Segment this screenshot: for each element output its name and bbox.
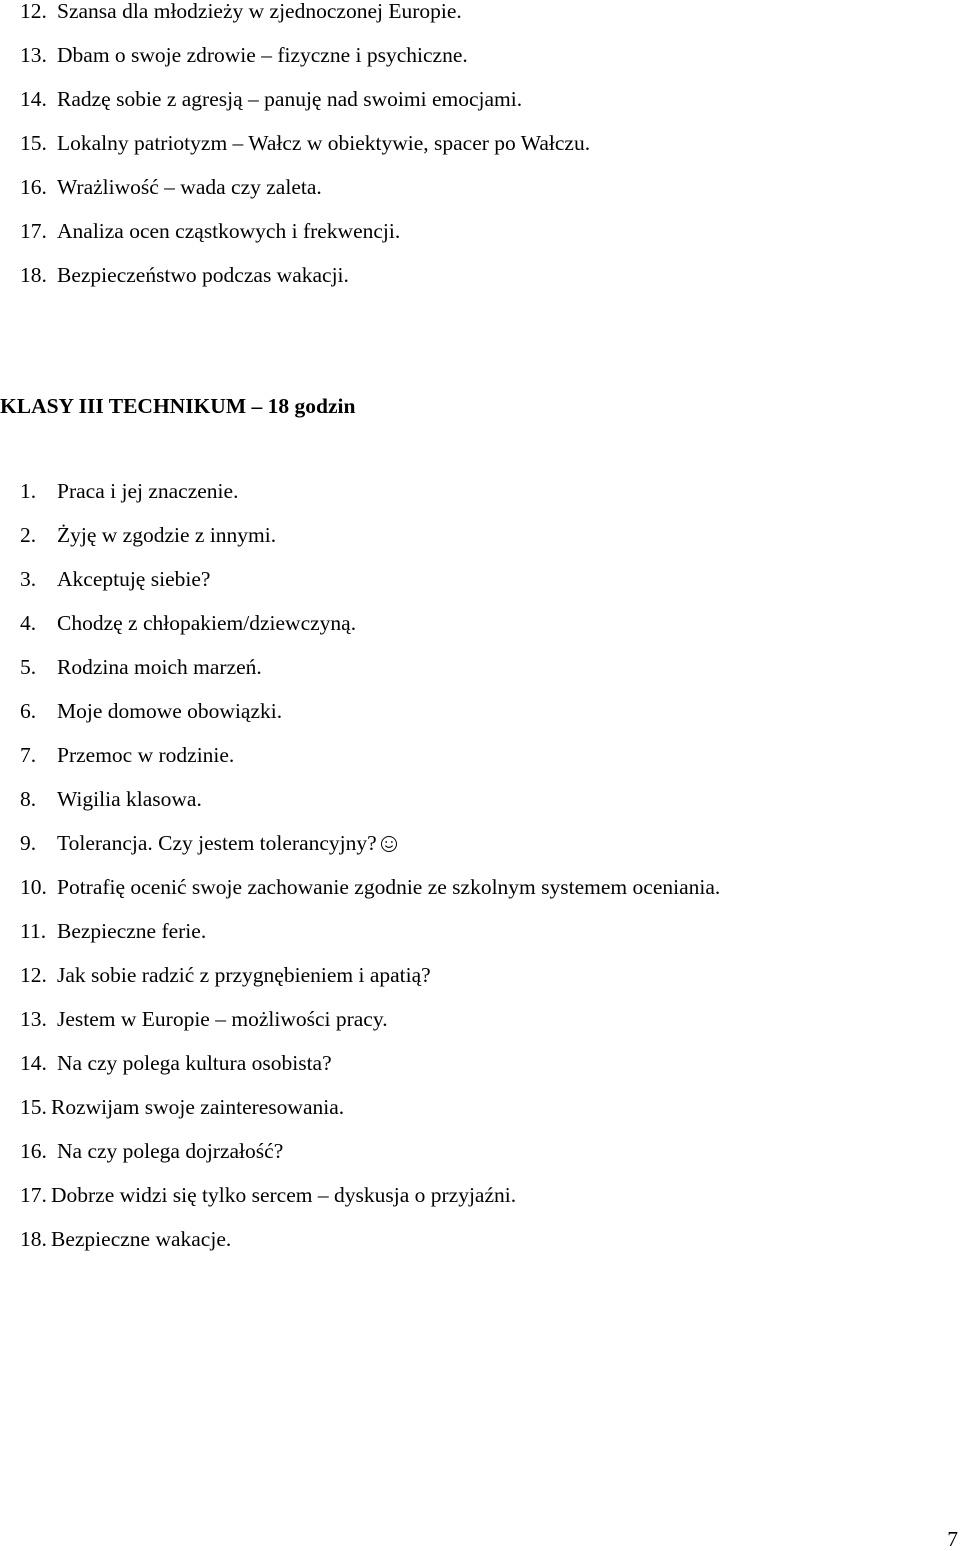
list-item-text bbox=[57, 88, 522, 110]
list-item-label: Analiza ocen cząstkowych i frekwencji. bbox=[57, 219, 401, 243]
smiley-icon bbox=[380, 835, 398, 853]
list-item-number: 17. bbox=[20, 219, 47, 243]
list-item-number: 13. bbox=[20, 43, 47, 67]
list-item-text bbox=[57, 744, 234, 766]
list-item-number: 16. bbox=[20, 1139, 47, 1163]
list-item-text bbox=[57, 788, 202, 810]
list-item-number: 1. bbox=[20, 479, 37, 503]
page-number: 7 bbox=[947, 1527, 958, 1551]
list-item-text bbox=[57, 44, 468, 66]
list-item-label: Przemoc w rodzinie. bbox=[57, 743, 235, 767]
list-item-label: Chodzę z chłopakiem/dziewczyną. bbox=[57, 611, 357, 635]
list-item-number: 5. bbox=[20, 655, 37, 679]
list-item-number: 13. bbox=[20, 1007, 47, 1031]
list-item-text bbox=[57, 612, 356, 634]
list-item-text bbox=[57, 176, 322, 198]
list-item-label: Radzę sobie z agresją – panuję nad swoimi emocjami. bbox=[57, 87, 523, 111]
list-item-text bbox=[57, 1052, 332, 1074]
list-item-text bbox=[57, 1140, 283, 1162]
list-item-text bbox=[57, 0, 462, 22]
list-item-label: Bezpieczne wakacje. bbox=[51, 1227, 232, 1251]
list-item-number: 3. bbox=[20, 567, 37, 591]
list-item-text bbox=[51, 1184, 516, 1206]
list-item-number: 7. bbox=[20, 743, 37, 767]
list-item-label: Wigilia klasowa. bbox=[57, 787, 202, 811]
list-item-number: 10. bbox=[20, 875, 47, 899]
list-item-text bbox=[57, 964, 431, 986]
list-item-text bbox=[57, 220, 400, 242]
list-item-number: 14. bbox=[20, 1051, 47, 1075]
list-item-label: Jak sobie radzić z przygnębieniem i apatią? bbox=[57, 963, 431, 987]
list-item-text bbox=[57, 832, 398, 854]
list-item-text bbox=[57, 480, 238, 502]
list-item-number: 14. bbox=[20, 87, 47, 111]
list-item-label: Rodzina moich marzeń. bbox=[57, 655, 262, 679]
list-item-label: Lokalny patriotyzm – Wałcz w obiektywie, spacer po Wałczu. bbox=[57, 131, 591, 155]
list-item-text bbox=[57, 1008, 388, 1030]
list-item-label: Żyję w zgodzie z innymi. bbox=[57, 523, 277, 547]
list-item-label: Dbam o swoje zdrowie – fizyczne i psychiczne. bbox=[57, 43, 468, 67]
list-item-label: Bezpieczne ferie. bbox=[57, 919, 207, 943]
list-item-number: 18. bbox=[20, 263, 47, 287]
list-item-number: 17. bbox=[20, 1183, 47, 1207]
list-item-number: 15. bbox=[20, 1095, 47, 1119]
list-item-label: Na czy polega dojrzałość? bbox=[57, 1139, 284, 1163]
list-item-label: Praca i jej znaczenie. bbox=[57, 479, 239, 503]
list-item-label: Dobrze widzi się tylko sercem – dyskusja o przyjaźni. bbox=[51, 1183, 517, 1207]
list-item-text bbox=[57, 876, 720, 898]
list-item-number: 6. bbox=[20, 699, 37, 723]
list-item-label: Wrażliwość – wada czy zaleta. bbox=[57, 175, 322, 199]
list-item-label: Moje domowe obowiązki. bbox=[57, 699, 283, 723]
list-item-number: 12. bbox=[20, 0, 47, 23]
list-item-label: Potrafię ocenić swoje zachowanie zgodnie ze szkolnym systemem oceniania. bbox=[57, 875, 721, 899]
list-item-text bbox=[51, 1096, 344, 1118]
list-item-number: 2. bbox=[20, 523, 37, 547]
list-item-text bbox=[57, 568, 210, 590]
list-item-text bbox=[57, 700, 282, 722]
list-item-label: Tolerancja. Czy jestem tolerancyjny? bbox=[57, 831, 377, 855]
list-item-number: 4. bbox=[20, 611, 37, 635]
list-item-number: 9. bbox=[20, 831, 37, 855]
list-item-number: 15. bbox=[20, 131, 47, 155]
list-item-label: Bezpieczeństwo podczas wakacji. bbox=[57, 263, 349, 287]
list-item-text bbox=[57, 656, 262, 678]
list-item-label: Na czy polega kultura osobista? bbox=[57, 1051, 332, 1075]
list-item-text bbox=[57, 264, 349, 286]
list-item-label: Jestem w Europie – możliwości pracy. bbox=[57, 1007, 388, 1031]
list-item-number: 11. bbox=[20, 919, 47, 943]
list-item-label: Szansa dla młodzieży w zjednoczonej Europie. bbox=[57, 0, 462, 23]
list-item-text bbox=[57, 524, 276, 546]
list-item-number: 18. bbox=[20, 1227, 47, 1251]
list-item-text bbox=[57, 920, 206, 942]
list-item-text bbox=[57, 132, 590, 154]
list-item-text bbox=[51, 1228, 231, 1250]
list-item-number: 8. bbox=[20, 787, 37, 811]
section-heading: KLASY III TECHNIKUM – 18 godzin bbox=[0, 394, 356, 418]
list-item-label: Akceptuję siebie? bbox=[57, 567, 211, 591]
list-item-number: 16. bbox=[20, 175, 47, 199]
list-item-number: 12. bbox=[20, 963, 47, 987]
list-item-label: Rozwijam swoje zainteresowania. bbox=[51, 1095, 345, 1119]
